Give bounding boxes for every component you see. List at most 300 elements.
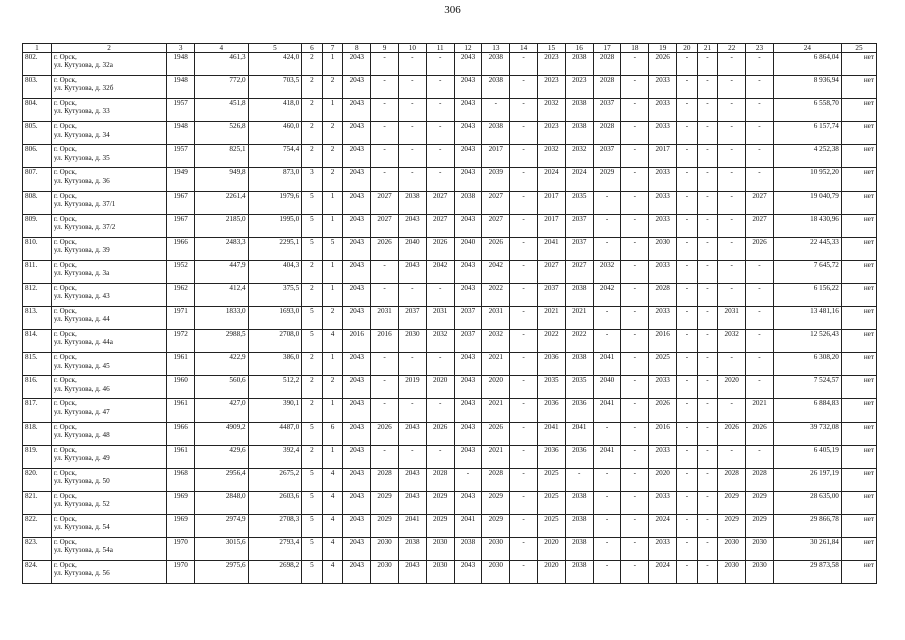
cell-col-15: 2025 [538,514,566,537]
cell-col-3: 1967 [167,191,195,214]
cell-col-22: - [718,237,746,260]
cell-col-8: 2043 [343,237,371,260]
column-header-10: 10 [398,44,426,53]
column-header-23: 23 [746,44,774,53]
cell-col-4: 2956,4 [195,468,249,491]
cell-col-21: - [697,561,718,584]
cell-col-5: 512,2 [248,376,302,399]
cell-col-16: - [565,468,593,491]
cell-col-17: - [593,491,621,514]
cell-col-3: 1948 [167,53,195,76]
cell-col-8: 2043 [343,307,371,330]
column-header-24: 24 [773,44,841,53]
cell-col-3: 1961 [167,399,195,422]
cell-col-18: - [621,561,649,584]
cell-col-18: - [621,53,649,76]
cell-col-10: 2030 [398,330,426,353]
cell-col-11: 2031 [426,307,454,330]
cell-col-11: 2026 [426,237,454,260]
table-row [23,283,877,306]
table-row [23,191,877,214]
table-row [23,445,877,468]
cell-col-21: - [697,399,718,422]
cell-col-22: - [718,260,746,283]
cell-col-9: 2026 [371,237,399,260]
row-number-cell: 809. [23,214,52,237]
cell-col-9: 2016 [371,330,399,353]
address-street: ул. Кутузова, д. 39 [53,246,110,255]
cell-col-18: - [621,330,649,353]
cell-col-4: 772,0 [195,76,249,99]
address-cell [51,260,166,283]
cell-col-7: 6 [322,422,343,445]
address-cell [51,214,166,237]
address-city: г. Орск, [53,399,77,408]
cell-col-10: 2038 [398,537,426,560]
cell-col-24: 7 524,57 [773,376,841,399]
cell-col-8: 2043 [343,468,371,491]
address-city: г. Орск, [53,537,77,546]
cell-col-14: - [510,76,538,99]
cell-col-17: - [593,330,621,353]
cell-col-16: 2038 [565,537,593,560]
cell-col-18: - [621,214,649,237]
cell-col-13: 2021 [482,353,510,376]
cell-col-15: 2017 [538,214,566,237]
cell-col-16: 2035 [565,191,593,214]
table-row [23,422,877,445]
address-city: г. Орск, [53,237,77,246]
address-cell [51,122,166,145]
cell-col-13: 2026 [482,237,510,260]
address-street: ул. Кутузова, д. 54а [53,546,113,555]
address-city: г. Орск, [53,514,77,523]
cell-col-3: 1962 [167,283,195,306]
cell-col-18: - [621,237,649,260]
cell-col-24: 26 197,19 [773,468,841,491]
cell-col-8: 2043 [343,376,371,399]
cell-col-20: - [677,330,698,353]
column-header-4: 4 [195,44,249,53]
cell-col-20: - [677,307,698,330]
cell-col-21: - [697,468,718,491]
address-city: г. Орск, [53,76,77,85]
cell-col-17: 2029 [593,168,621,191]
cell-col-21: - [697,214,718,237]
cell-col-23: 2028 [746,468,774,491]
cell-col-24: 29 873,58 [773,561,841,584]
address-city: г. Орск, [53,491,77,500]
cell-col-15: 2032 [538,145,566,168]
cell-col-22: - [718,445,746,468]
cell-col-20: - [677,168,698,191]
column-header-13: 13 [482,44,510,53]
address-street: ул. Кутузова, д. 35 [53,153,110,162]
cell-col-9: 2030 [371,561,399,584]
cell-col-13: 2021 [482,445,510,468]
row-number-cell: 820. [23,468,52,491]
cell-col-11: - [426,76,454,99]
cell-col-7: 1 [322,53,343,76]
cell-col-9: 2026 [371,422,399,445]
cell-col-11: 2030 [426,561,454,584]
cell-col-22: 2029 [718,491,746,514]
cell-col-15: 2023 [538,53,566,76]
cell-col-8: 2043 [343,99,371,122]
cell-col-12: 2043 [454,99,482,122]
cell-col-9: - [371,445,399,468]
cell-col-12: 2043 [454,422,482,445]
cell-col-3: 1966 [167,422,195,445]
cell-col-5: 2603,6 [248,491,302,514]
cell-col-5: 386,0 [248,353,302,376]
cell-col-9: - [371,399,399,422]
cell-col-7: 2 [322,168,343,191]
cell-col-11: 2027 [426,191,454,214]
cell-col-10: - [398,353,426,376]
address-city: г. Орск, [53,445,77,454]
address-street: ул. Кутузова, д. 37/2 [53,222,116,231]
cell-col-10: - [398,445,426,468]
cell-col-10: 2043 [398,214,426,237]
cell-col-10: - [398,168,426,191]
cell-col-17: 2037 [593,99,621,122]
address-cell [51,353,166,376]
cell-col-4: 2848,0 [195,491,249,514]
cell-col-19: 2033 [649,168,677,191]
column-header-20: 20 [677,44,698,53]
cell-col-17: 2041 [593,353,621,376]
cell-col-6: 5 [302,307,323,330]
cell-col-4: 451,8 [195,99,249,122]
cell-col-21: - [697,168,718,191]
address-city: г. Орск, [53,145,77,154]
cell-col-6: 5 [302,237,323,260]
cell-col-5: 2295,1 [248,237,302,260]
cell-col-23: 2030 [746,537,774,560]
cell-col-24: 6 864,04 [773,53,841,76]
cell-col-14: - [510,514,538,537]
column-header-16: 16 [565,44,593,53]
cell-col-23: - [746,145,774,168]
cell-col-6: 2 [302,99,323,122]
cell-col-12: 2043 [454,399,482,422]
column-header-12: 12 [454,44,482,53]
cell-col-11: - [426,353,454,376]
cell-col-21: - [697,353,718,376]
cell-col-23: 2027 [746,191,774,214]
address-city: г. Орск, [53,353,77,362]
cell-col-10: - [398,399,426,422]
cell-col-17: - [593,307,621,330]
cell-col-6: 5 [302,491,323,514]
cell-col-22: 2029 [718,514,746,537]
cell-col-25: нет [841,307,876,330]
address-street: ул. Кутузова, д. 52 [53,500,110,509]
cell-col-4: 949,8 [195,168,249,191]
row-number-cell: 810. [23,237,52,260]
cell-col-12: 2043 [454,145,482,168]
cell-col-18: - [621,376,649,399]
cell-col-4: 2974,9 [195,514,249,537]
table-row [23,468,877,491]
cell-col-20: - [677,145,698,168]
cell-col-24: 12 526,43 [773,330,841,353]
cell-col-17: - [593,561,621,584]
cell-col-11: - [426,145,454,168]
cell-col-7: 4 [322,561,343,584]
row-number-cell: 806. [23,145,52,168]
cell-col-16: 2037 [565,214,593,237]
table-row [23,76,877,99]
column-header-6: 6 [302,44,323,53]
cell-col-6: 5 [302,561,323,584]
cell-col-19: 2033 [649,122,677,145]
cell-col-13: 2027 [482,191,510,214]
cell-col-25: нет [841,537,876,560]
cell-col-11: 2030 [426,537,454,560]
cell-col-19: 2017 [649,145,677,168]
row-number-cell: 821. [23,491,52,514]
cell-col-19: 2028 [649,283,677,306]
cell-col-8: 2043 [343,214,371,237]
cell-col-21: - [697,445,718,468]
cell-col-25: нет [841,514,876,537]
address-cell [51,53,166,76]
cell-col-8: 2043 [343,283,371,306]
column-header-19: 19 [649,44,677,53]
cell-col-13: 2029 [482,491,510,514]
cell-col-17: - [593,214,621,237]
address-street: ул. Кутузова, д. 44а [53,338,113,347]
cell-col-9: 2031 [371,307,399,330]
cell-col-5: 2675,2 [248,468,302,491]
cell-col-11: - [426,53,454,76]
row-number-cell: 823. [23,537,52,560]
cell-col-24: 30 261,84 [773,537,841,560]
cell-col-19: 2033 [649,260,677,283]
cell-col-10: - [398,76,426,99]
cell-col-25: нет [841,422,876,445]
cell-col-22: 2026 [718,422,746,445]
table-row [23,168,877,191]
address-cell [51,283,166,306]
cell-col-25: нет [841,353,876,376]
cell-col-14: - [510,445,538,468]
cell-col-21: - [697,491,718,514]
cell-col-14: - [510,330,538,353]
cell-col-3: 1966 [167,237,195,260]
cell-col-24: 6 405,19 [773,445,841,468]
cell-col-10: 2043 [398,260,426,283]
cell-col-10: 2037 [398,307,426,330]
cell-col-12: 2043 [454,76,482,99]
cell-col-16: 2038 [565,491,593,514]
address-city: г. Орск, [53,468,77,477]
cell-col-25: нет [841,168,876,191]
address-cell [51,307,166,330]
cell-col-17: 2028 [593,53,621,76]
cell-col-21: - [697,237,718,260]
cell-col-21: - [697,376,718,399]
cell-col-13: 2028 [482,468,510,491]
cell-col-4: 825,1 [195,145,249,168]
cell-col-15: 2035 [538,376,566,399]
cell-col-5: 754,4 [248,145,302,168]
cell-col-13: 2042 [482,260,510,283]
cell-col-7: 2 [322,307,343,330]
cell-col-15: 2032 [538,99,566,122]
cell-col-18: - [621,99,649,122]
address-city: г. Орск, [53,122,77,131]
cell-col-10: - [398,122,426,145]
cell-col-13: 2030 [482,561,510,584]
cell-col-19: 2033 [649,214,677,237]
cell-col-17: - [593,191,621,214]
cell-col-21: - [697,422,718,445]
address-cell [51,514,166,537]
cell-col-21: - [697,260,718,283]
cell-col-21: - [697,514,718,537]
cell-col-7: 1 [322,445,343,468]
column-header-5: 5 [248,44,302,53]
cell-col-12: 2037 [454,307,482,330]
cell-col-19: 2030 [649,237,677,260]
cell-col-3: 1970 [167,561,195,584]
cell-col-11: 2029 [426,491,454,514]
cell-col-11: - [426,399,454,422]
address-cell [51,399,166,422]
address-street: ул. Кутузова, д. 44 [53,315,110,324]
cell-col-17: - [593,468,621,491]
row-number-cell: 819. [23,445,52,468]
column-header-9: 9 [371,44,399,53]
address-cell [51,422,166,445]
cell-col-18: - [621,514,649,537]
cell-col-14: - [510,376,538,399]
cell-col-6: 2 [302,445,323,468]
table-row [23,237,877,260]
cell-col-12: 2043 [454,214,482,237]
cell-col-23: 2030 [746,561,774,584]
cell-col-18: - [621,307,649,330]
cell-col-12: 2043 [454,122,482,145]
cell-col-7: 2 [322,376,343,399]
cell-col-7: 1 [322,191,343,214]
cell-col-10: 2040 [398,237,426,260]
cell-col-21: - [697,330,718,353]
cell-col-20: - [677,191,698,214]
address-city: г. Орск, [53,307,77,316]
address-street: ул. Кутузова, д. 49 [53,453,110,462]
cell-col-25: нет [841,468,876,491]
cell-col-11: 2026 [426,422,454,445]
address-street: ул. Кутузова, д. 45 [53,361,110,370]
cell-col-5: 703,5 [248,76,302,99]
cell-col-5: 1979,6 [248,191,302,214]
cell-col-24: 6 308,20 [773,353,841,376]
cell-col-16: 2038 [565,122,593,145]
cell-col-14: - [510,491,538,514]
row-number-cell: 805. [23,122,52,145]
cell-col-12: 2043 [454,561,482,584]
cell-col-24: 19 040,79 [773,191,841,214]
cell-col-25: нет [841,376,876,399]
cell-col-3: 1967 [167,214,195,237]
cell-col-20: - [677,260,698,283]
cell-col-20: - [677,99,698,122]
address-cell [51,561,166,584]
cell-col-15: 2041 [538,422,566,445]
cell-col-13: 2022 [482,283,510,306]
cell-col-16: 2027 [565,260,593,283]
cell-col-14: - [510,191,538,214]
cell-col-11: - [426,99,454,122]
row-number-cell: 816. [23,376,52,399]
cell-col-9: - [371,168,399,191]
cell-col-3: 1961 [167,353,195,376]
table-row [23,122,877,145]
cell-col-20: - [677,491,698,514]
cell-col-25: нет [841,561,876,584]
cell-col-6: 2 [302,145,323,168]
address-street: ул. Кутузова, д. 3а [53,269,110,278]
cell-col-24: 4 252,38 [773,145,841,168]
cell-col-8: 2043 [343,537,371,560]
cell-col-16: 2038 [565,561,593,584]
cell-col-9: - [371,99,399,122]
row-number-cell: 812. [23,283,52,306]
cell-col-22: - [718,122,746,145]
column-header-21: 21 [697,44,718,53]
cell-col-6: 2 [302,353,323,376]
cell-col-21: - [697,53,718,76]
cell-col-17: 2040 [593,376,621,399]
cell-col-6: 5 [302,514,323,537]
address-street: ул. Кутузова, д. 46 [53,384,110,393]
cell-col-24: 8 936,94 [773,76,841,99]
cell-col-17: 2037 [593,145,621,168]
cell-col-4: 2975,6 [195,561,249,584]
cell-col-7: 1 [322,283,343,306]
cell-col-17: - [593,422,621,445]
cell-col-18: - [621,468,649,491]
cell-col-13: 2029 [482,514,510,537]
cell-col-10: 2041 [398,514,426,537]
cell-col-11: 2042 [426,260,454,283]
cell-col-13: - [482,99,510,122]
cell-col-9: - [371,76,399,99]
cell-col-6: 2 [302,376,323,399]
page-number: 306 [444,4,461,16]
cell-col-4: 461,3 [195,53,249,76]
address-street: ул. Кутузова, д. 37/1 [53,199,116,208]
cell-col-18: - [621,283,649,306]
cell-col-16: 2038 [565,514,593,537]
address-city: г. Орск, [53,376,77,385]
cell-col-17: - [593,514,621,537]
cell-col-8: 2043 [343,399,371,422]
table-row [23,330,877,353]
cell-col-25: нет [841,76,876,99]
cell-col-24: 10 952,20 [773,168,841,191]
cell-col-18: - [621,191,649,214]
cell-col-20: - [677,76,698,99]
cell-col-8: 2043 [343,353,371,376]
cell-col-22: 2030 [718,537,746,560]
cell-col-16: 2035 [565,376,593,399]
cell-col-19: 2033 [649,99,677,122]
